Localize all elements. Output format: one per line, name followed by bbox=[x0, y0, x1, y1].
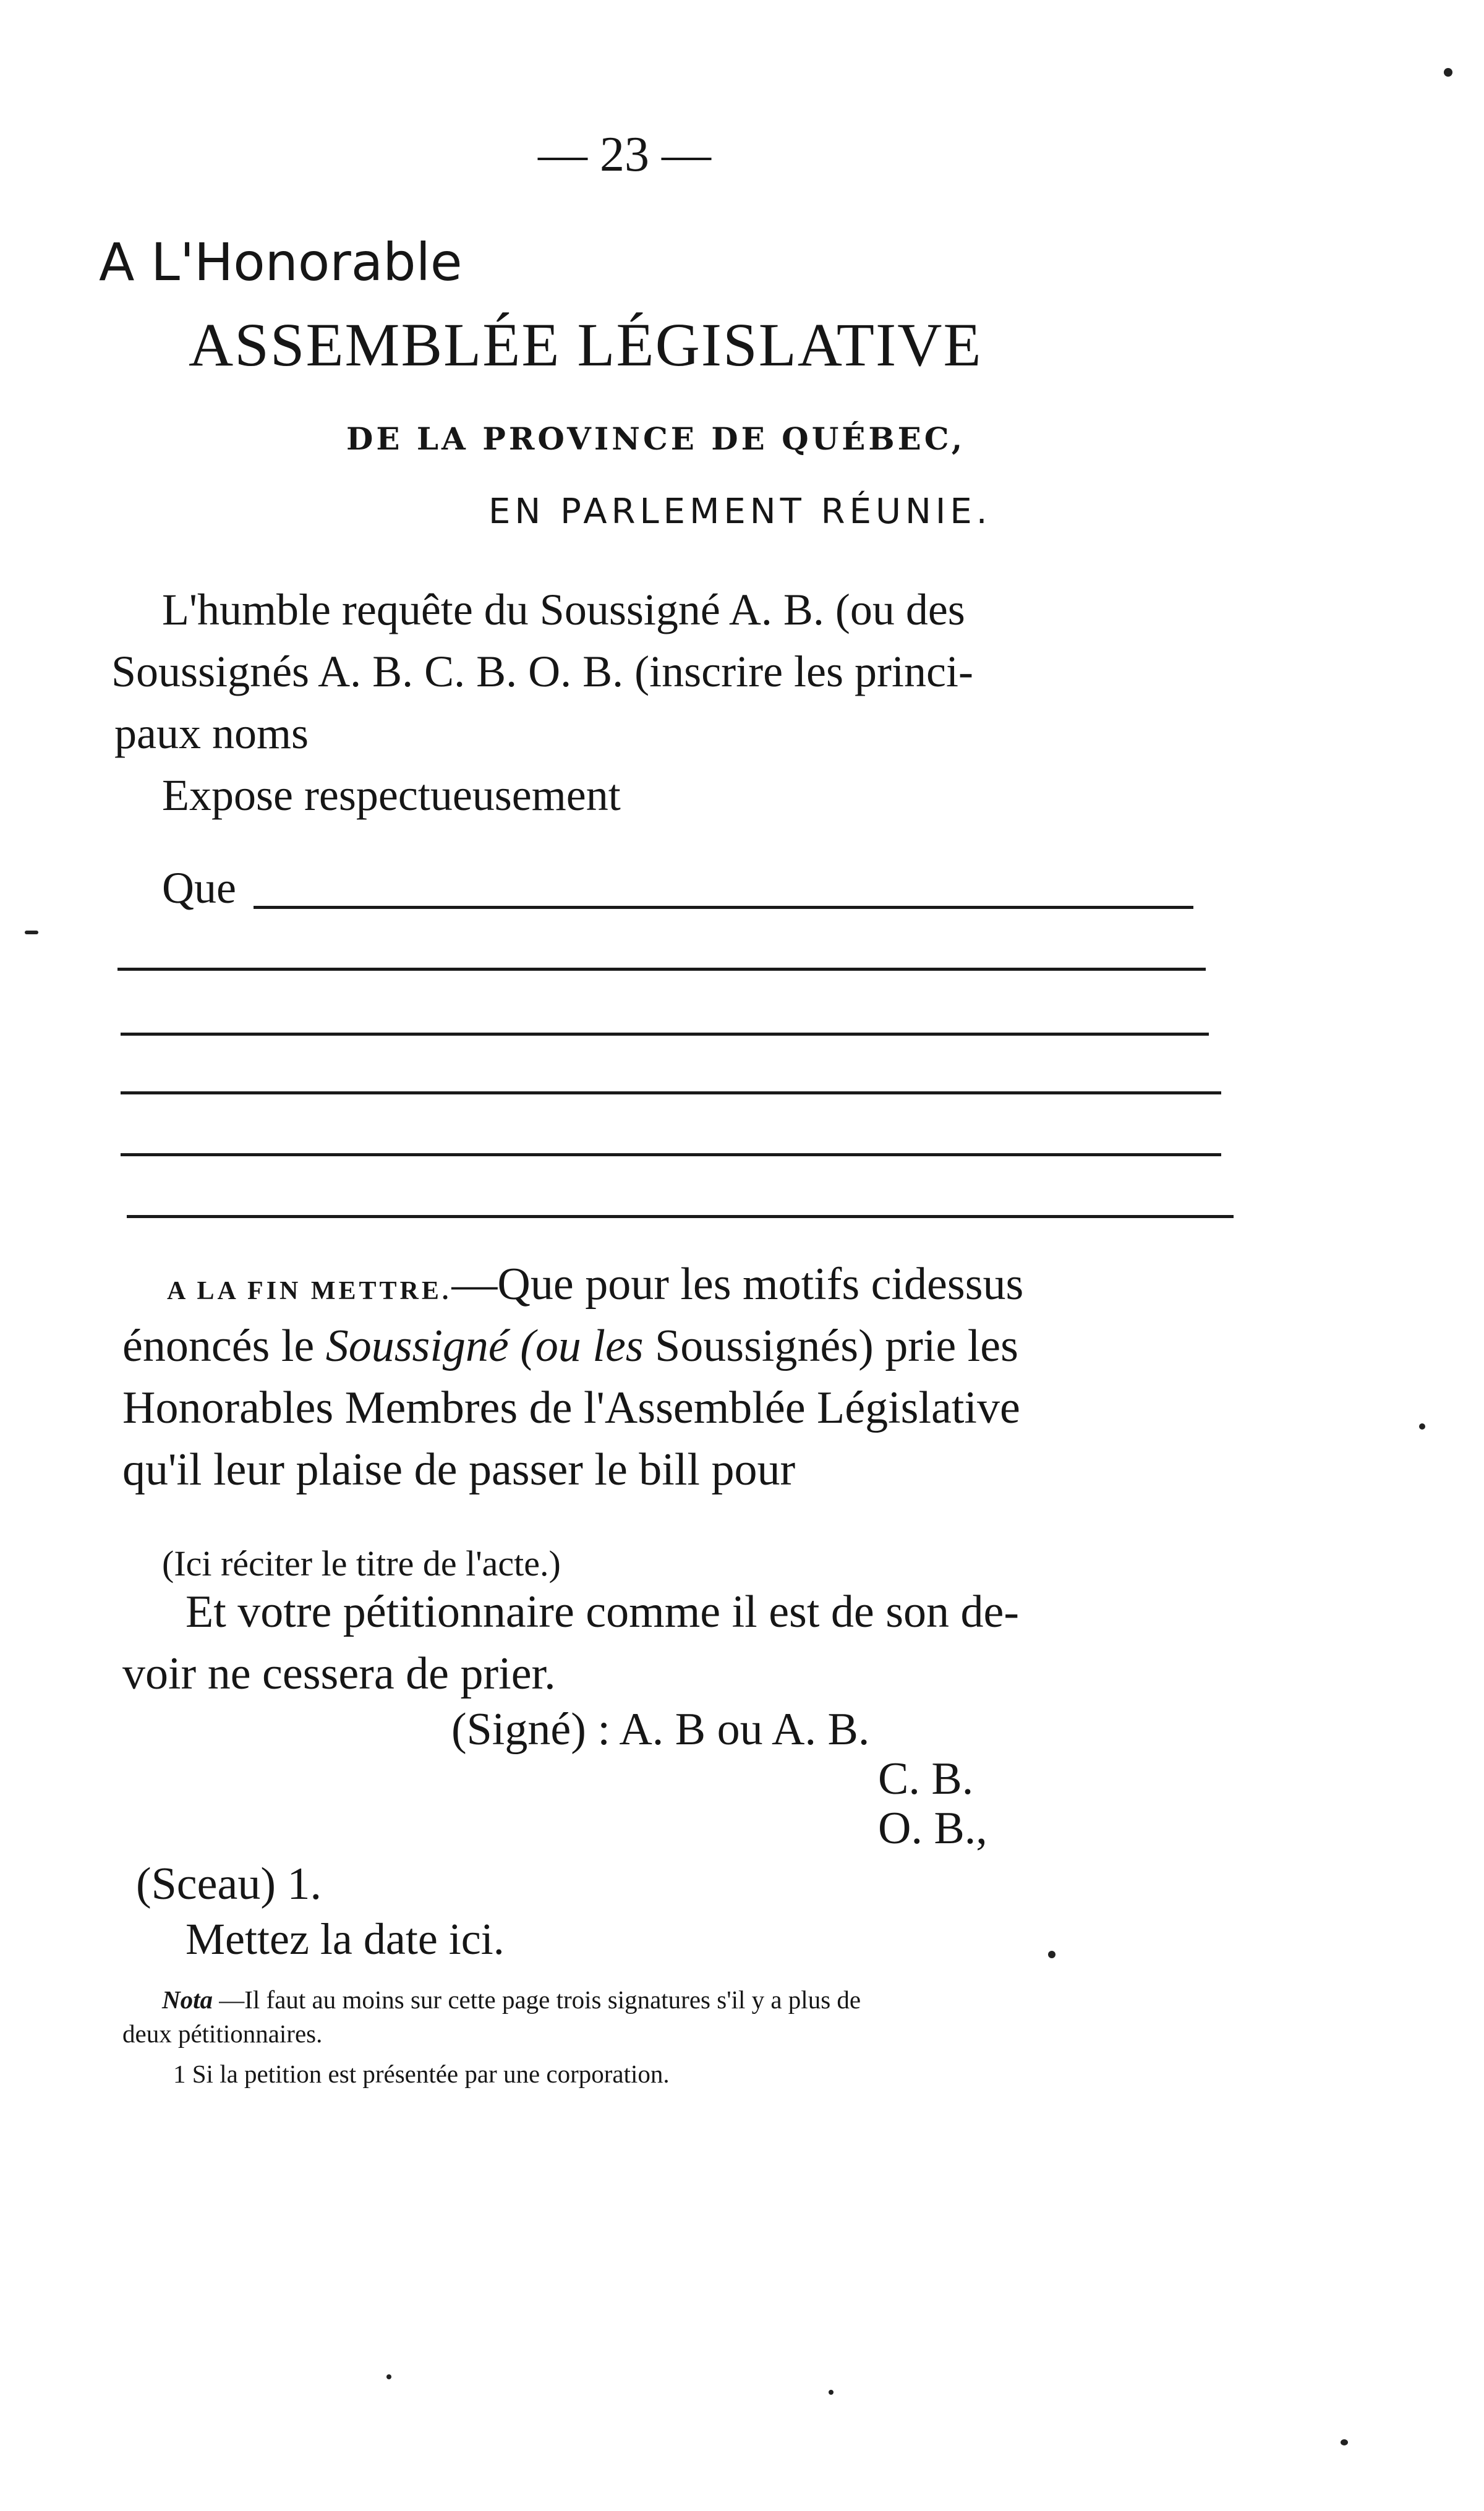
request-line-3: paux noms bbox=[114, 709, 309, 758]
footnote: 1 Si la petition est présentée par une corporation. bbox=[173, 2060, 670, 2088]
seal-note: (Sceau) 1. bbox=[136, 1859, 322, 1909]
conclusion-line-2 bbox=[122, 1320, 1018, 1373]
nota-text: —Il faut au moins sur cette page trois signatures s'il y a plus de bbox=[213, 1985, 861, 2014]
conclusion-line-2-a: énoncés le bbox=[122, 1321, 326, 1371]
closing-line-2: voir ne cessera de prier. bbox=[122, 1648, 556, 1699]
scan-speck bbox=[1444, 68, 1452, 77]
date-instruction: Mettez la date ici. bbox=[186, 1914, 505, 1964]
signature-line-1: (Signé) : A. B ou A. B. bbox=[451, 1704, 870, 1755]
nota-label: Nota bbox=[162, 1985, 213, 2014]
recite-note: (Ici réciter le titre de l'acte.) bbox=[162, 1543, 561, 1584]
conclusion-line-2-c: Soussignés) prie les bbox=[643, 1321, 1018, 1371]
assembly-title: ASSEMBLÉE LÉGISLATIVE bbox=[189, 310, 983, 379]
scan-speck bbox=[829, 2390, 834, 2395]
scan-speck bbox=[386, 2374, 391, 2379]
conclusion-line-2-italic: Soussigné (ou les bbox=[325, 1321, 644, 1371]
province-line: DE LA PROVINCE DE QUÉBEC, bbox=[346, 420, 966, 457]
blank-line bbox=[121, 1153, 1221, 1156]
request-line-4: Expose respectueusement bbox=[162, 770, 621, 820]
conclusion-line-1 bbox=[167, 1258, 1023, 1311]
blank-line bbox=[117, 968, 1206, 971]
signature-line-3: O. B., bbox=[878, 1803, 987, 1854]
conclusion-line-4: qu'il leur plaise de passer le bill pour bbox=[122, 1444, 796, 1495]
blank-line bbox=[121, 1033, 1209, 1036]
nota-line-2: deux pétitionnaires. bbox=[122, 2019, 323, 2048]
blank-line bbox=[121, 1091, 1221, 1094]
page-number: — 23 — bbox=[538, 127, 711, 182]
blank-line bbox=[254, 906, 1193, 909]
request-line-2: Soussignés A. B. C. B. O. B. (inscrire les princi- bbox=[111, 647, 973, 696]
closing-line-1: Et votre pétitionnaire comme il est de son de- bbox=[186, 1587, 1020, 1637]
salutation: A L'Honorable bbox=[99, 232, 463, 292]
conclusion-line-3: Honorables Membres de l'Assemblée Législative bbox=[122, 1383, 1020, 1433]
conclusion-line-1-text: —Que pour les motifs cidessus bbox=[451, 1259, 1024, 1310]
scan-speck bbox=[1341, 2439, 1348, 2445]
blank-line bbox=[127, 1215, 1234, 1218]
conclusion-label: A LA FIN METTRE. bbox=[167, 1277, 452, 1305]
request-line-1: L'humble requête du Soussigné A. B. (ou des bbox=[162, 585, 965, 634]
que-label: Que bbox=[162, 863, 236, 913]
scan-speck bbox=[25, 931, 38, 934]
scan-speck bbox=[1419, 1423, 1425, 1430]
parliament-line: EN PARLEMENT RÉUNIE. bbox=[488, 492, 992, 532]
signature-line-2: C. B. bbox=[878, 1754, 974, 1804]
scan-speck bbox=[1048, 1951, 1055, 1958]
nota-line-1 bbox=[162, 1985, 861, 2014]
